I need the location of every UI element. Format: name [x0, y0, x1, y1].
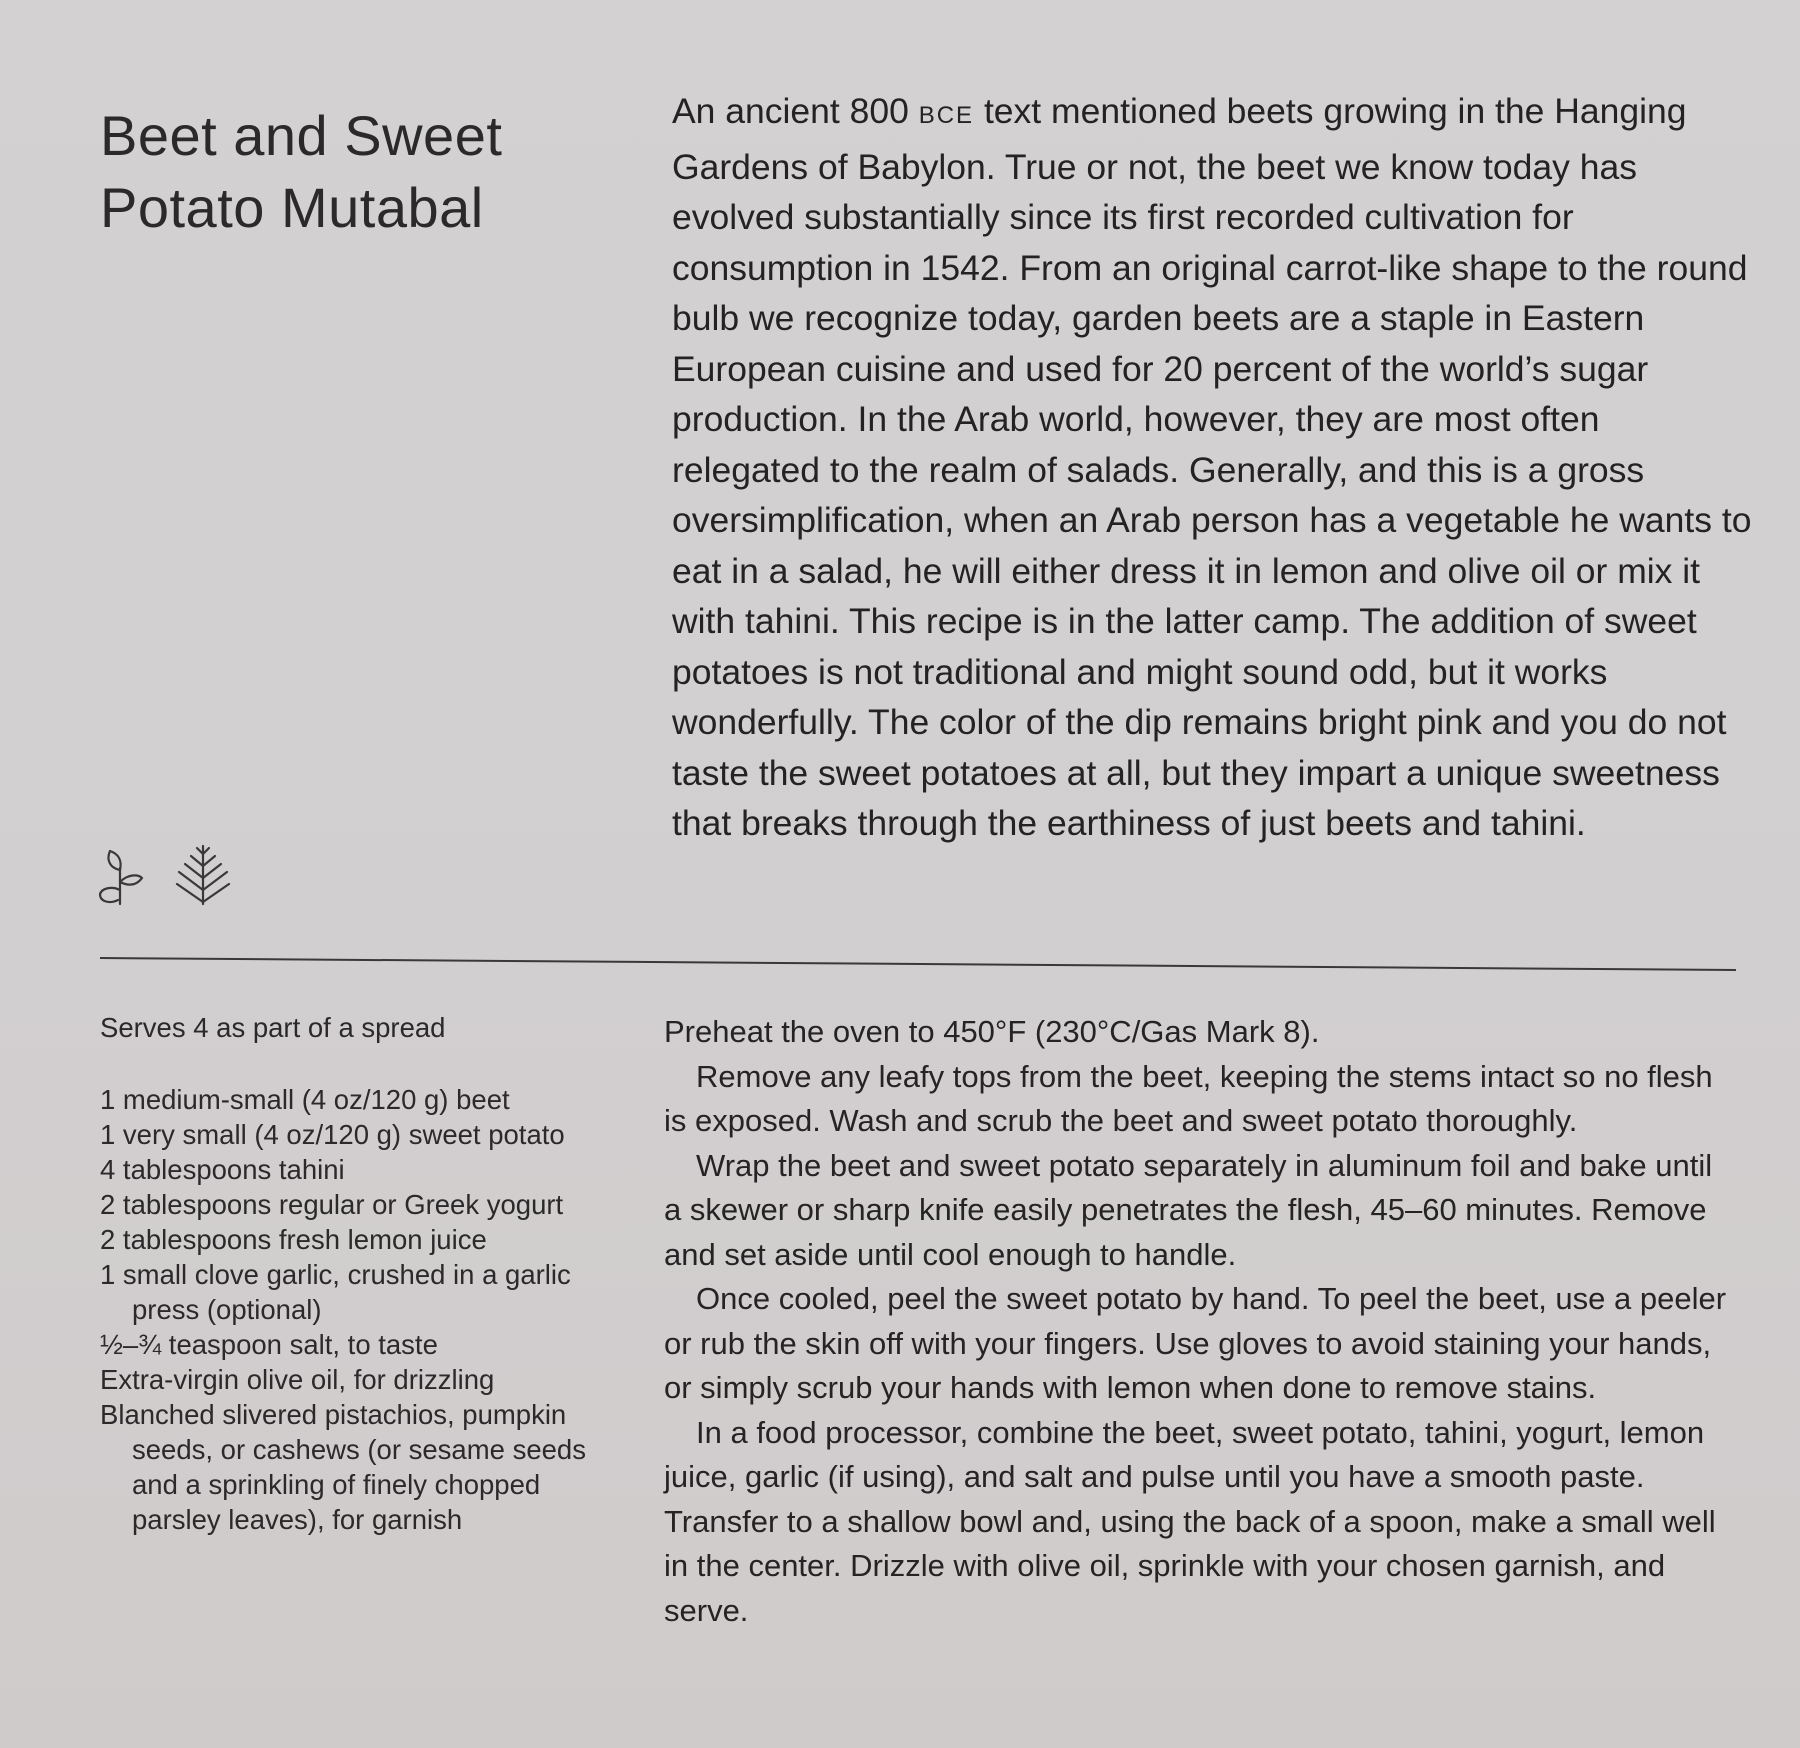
method-steps [664, 1010, 1728, 1633]
method-step: Preheat the oven to 450°F (230°C/Gas Mark 8). [664, 1014, 1320, 1049]
intro-text-start: An ancient 800 [672, 91, 919, 131]
ingredient-item: 1 very small (4 oz/120 g) sweet potato [100, 1119, 565, 1150]
ingredient-item: 2 tablespoons regular or Greek yogurt [100, 1189, 564, 1220]
dietary-icons [98, 842, 232, 906]
serves-label: Serves 4 as part of a spread [100, 1012, 446, 1043]
ingredient-item: Extra-virgin olive oil, for drizzling [100, 1364, 495, 1395]
vegan-plant-icon [174, 844, 232, 906]
recipe-title [100, 100, 570, 244]
ingredient-item: Blanched slivered pistachios, pumpkin seeds, or cashews (or sesame seeds and a sprinkling of finely chopped parsley leaves), for garnish [100, 1399, 586, 1535]
recipe-title-line-1: Beet and Sweet [100, 104, 503, 167]
intro-text-rest: text mentioned beets growing in the Hanging Gardens of Babylon. True or not, the beet we know today has evolved substantially since its first recorded cultivation for consumption in 1542. From an original carrot-like shape to the round bulb we recognize today, garden beets are a staple in Eastern European cuisine and used for 20 percent of the world’s sugar production. In the Arab world, however, they are most often relegated to the realm of salads. Generally, and this is a gross oversimplification, when an Arab person has a vegetable he wants to eat in a salad, he will either dress it in lemon and olive oil or mix it with tahini. This recipe is in the latter camp. The addition of sweet potatoes is not traditional and might sound odd, but it works wonderfully. The color of the dip remains bright pink and you do not taste the sweet potatoes at all, but they impart a unique sweetness that breaks through the earthiness of just beets and tahini. [672, 91, 1752, 843]
ingredient-item: 1 medium-small (4 oz/120 g) beet [100, 1084, 510, 1115]
method-step: Remove any leafy tops from the beet, keeping the stems intact so no flesh is exposed. Wash and scrub the beet and sweet potato thoroughly. [664, 1058, 1713, 1138]
recipe-title-line-2: Potato Mutabal [100, 176, 484, 239]
method-step: In a food processor, combine the beet, sweet potato, tahini, yogurt, lemon juice, garlic (if using), and salt and pulse until you have a smooth paste. Transfer to a shallow bowl and, using the back of a spoon, make a small well in the center. Drizzle with olive oil, sprinkle with your chosen garnish, and serve. [664, 1414, 1716, 1628]
method-step: Once cooled, peel the sweet potato by hand. To peel the beet, use a peeler or rub the skin off with your fingers. Use gloves to avoid staining your hands, or simply scrub your hands with lemon when done to remove stains. [664, 1281, 1727, 1405]
recipe-intro [672, 86, 1752, 849]
ingredient-item: ½–¾ teaspoon salt, to taste [100, 1329, 438, 1360]
vegetarian-sprout-icon [98, 848, 144, 906]
ingredient-item: 1 small clove garlic, crushed in a garlic press (optional) [100, 1259, 571, 1325]
ingredient-item: 2 tablespoons fresh lemon juice [100, 1224, 487, 1255]
section-divider [100, 957, 1736, 971]
method-step: Wrap the beet and sweet potato separately in aluminum foil and bake until a skewer or sharp knife easily penetrates the flesh, 45–60 minutes. Remove and set aside until cool enough to handle. [664, 1147, 1713, 1272]
intro-era-abbreviation: BCE [918, 102, 975, 129]
ingredients-list [100, 1082, 600, 1537]
ingredient-item: 4 tablespoons tahini [100, 1154, 345, 1185]
